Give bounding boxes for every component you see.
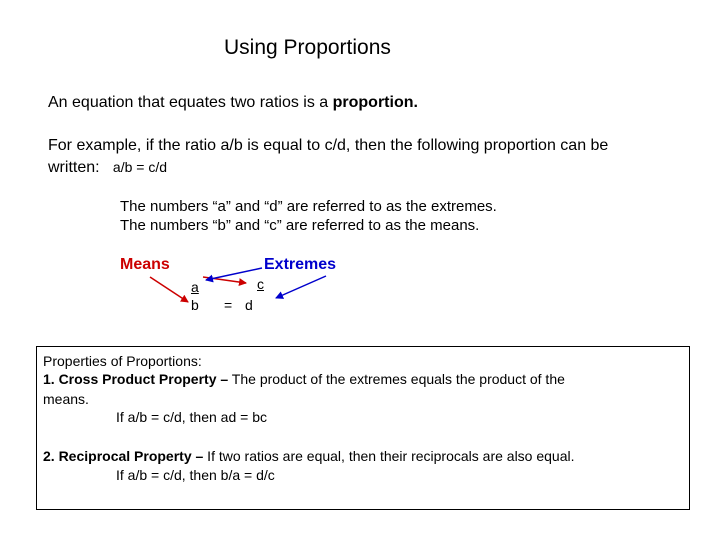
denominator-d: d xyxy=(245,297,253,313)
extremes-definition: The numbers “a” and “d” are referred to as the extremes. xyxy=(120,198,497,215)
page-title: Using Proportions xyxy=(224,36,391,59)
example-formula: a/b = c/d xyxy=(112,159,168,175)
cross-product-text-cont: means. xyxy=(43,391,89,407)
cross-product-text: The product of the extremes equals the product of the xyxy=(228,371,565,387)
example-line-1: For example, if the ratio a/b is equal to c/d, then the following proportion can be xyxy=(48,137,609,154)
means-definition: The numbers “b” and “c” are referred to as the means. xyxy=(120,217,480,234)
reciprocal-text: If two ratios are equal, then their reciprocals are also equal. xyxy=(203,448,575,464)
intro-body: An equation that equates two ratios is a xyxy=(48,94,333,111)
denominator-b: b xyxy=(191,297,199,313)
properties-box xyxy=(36,346,690,510)
reciprocal-title: 2. Reciprocal Property – xyxy=(43,448,204,464)
numerator-c: c xyxy=(257,276,264,292)
cross-product-property xyxy=(43,371,565,387)
reciprocal-formula: If a/b = c/d, then b/a = d/c xyxy=(116,467,275,483)
example-prefix: written: xyxy=(48,159,100,176)
reciprocal-property xyxy=(43,448,575,464)
properties-heading: Properties of Proportions: xyxy=(43,353,202,369)
cross-product-title: 1. Cross Product Property – xyxy=(43,371,229,387)
proportion-term: proportion. xyxy=(332,94,418,111)
extremes-label: Extremes xyxy=(264,256,337,273)
means-label: Means xyxy=(120,256,170,273)
equals-sign: = xyxy=(224,297,233,313)
cross-product-formula: If a/b = c/d, then ad = bc xyxy=(116,409,267,425)
numerator-a: a xyxy=(191,279,199,295)
